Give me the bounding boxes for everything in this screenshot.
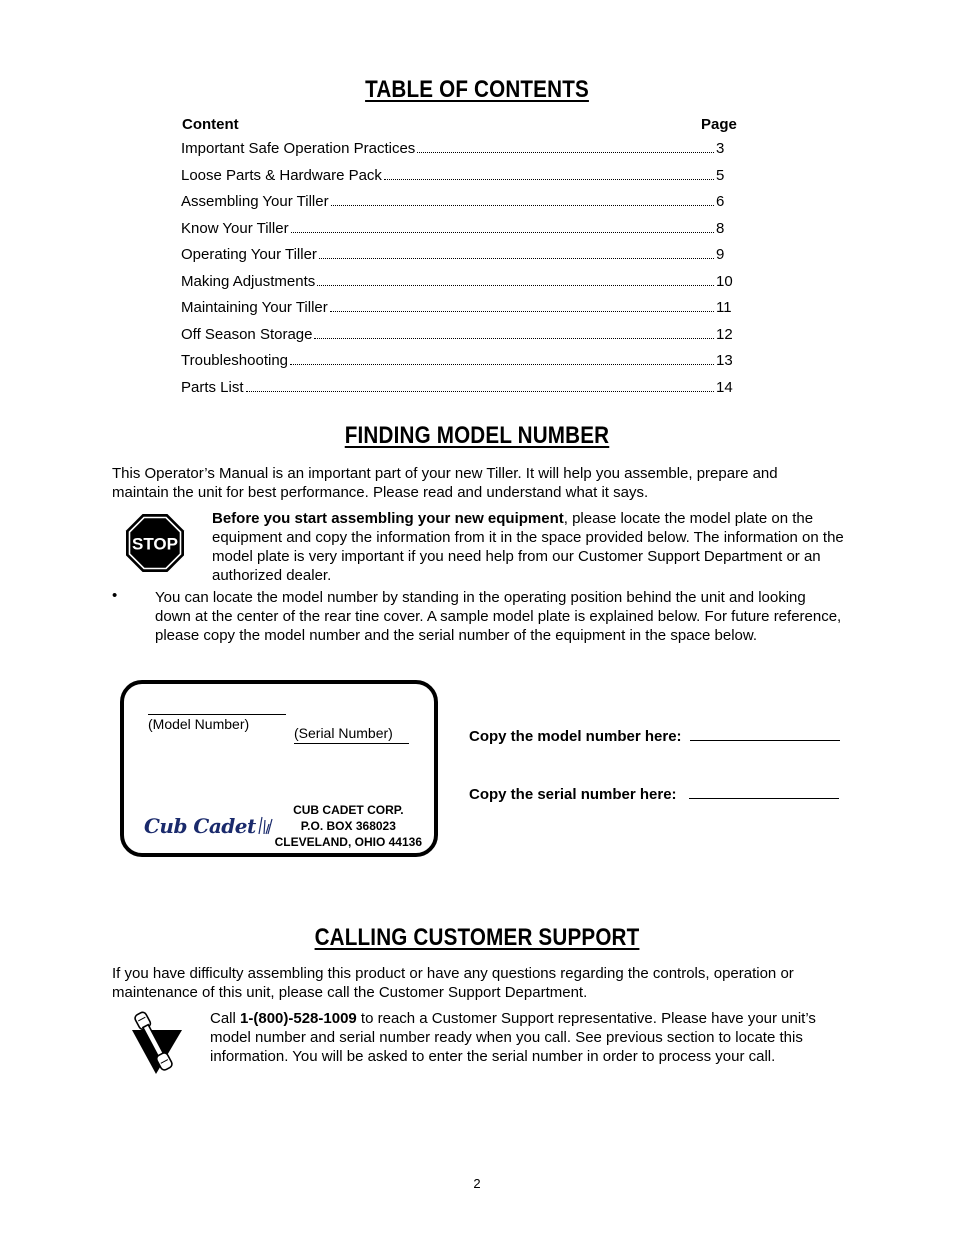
toc-page-header: Page: [701, 116, 737, 133]
support-phone-number: 1-(800)-528-1009: [240, 1010, 357, 1027]
bullet-text: You can locate the model number by standing in the operating position behind the unit and looking down at the center of the rear tine cover. A sample model plate is explained below. For future reference, please copy the model number and the serial number of the equipment in the space below.: [155, 589, 842, 644]
toc-entry-page: 14: [716, 378, 733, 396]
toc-entry-page: 5: [716, 166, 725, 184]
toc-entry: [181, 246, 736, 273]
toc-entry: [181, 273, 736, 300]
toc-entry-title: Important Safe Operation Practices: [181, 140, 416, 157]
model-number-line: [148, 714, 286, 715]
telephone-icon: [126, 1008, 186, 1076]
copy-model-row: [469, 728, 840, 745]
toc-entry-page: 13: [716, 352, 733, 369]
copy-serial-row: [469, 786, 839, 803]
model-number-label: (Model Number): [148, 716, 250, 732]
copy-serial-blank[interactable]: [689, 797, 839, 799]
toc-entry-title: Off Season Storage: [181, 325, 313, 343]
toc-entry-title: Assembling Your Tiller: [181, 193, 329, 210]
toc-entry: [181, 220, 736, 247]
toc-entry-page: 10: [716, 272, 733, 290]
toc-leader-dots: [384, 179, 714, 180]
grass-icon: [256, 815, 276, 835]
copy-model-blank[interactable]: [690, 739, 840, 741]
support-section-title: CALLING CUSTOMER SUPPORT: [314, 924, 640, 951]
toc-entry: [181, 326, 736, 353]
toc-leader-dots: [317, 285, 714, 286]
toc-entry-page: 12: [716, 325, 733, 343]
toc-leader-dots: [314, 338, 714, 339]
model-section-title: FINDING MODEL NUMBER: [344, 422, 610, 449]
support-intro: If you have difficulty assembling this product or have any questions regarding the controls, operation or maintenance of this unit, please call the Customer Support Department.: [112, 965, 794, 1001]
serial-number-line: [294, 743, 409, 744]
corp-address: [275, 802, 422, 850]
toc-entry-title: Troubleshooting: [181, 352, 289, 369]
toc-leader-dots: [330, 311, 714, 312]
toc-entry-title: Know Your Tiller: [181, 219, 289, 237]
model-intro: This Operator’s Manual is an important part of your new Tiller. It will help you assemble, prepare and maintain the unit for best performance. Please read and understand what it says.: [112, 465, 778, 501]
stop-instruction: [212, 509, 844, 585]
corp-name: CUB CADET CORP.: [293, 803, 404, 817]
serial-number-label: (Serial Number): [294, 725, 393, 741]
toc-entry-page: 3: [716, 140, 725, 157]
toc-entry: [181, 193, 736, 220]
call-text: to reach a Customer Support representative. Please have your unit’s model number and serial number ready when you call. See previous section to locate this information. You will be asked to enter the serial number in order to process your call.: [210, 1010, 816, 1065]
toc-entry-page: 8: [716, 219, 725, 237]
toc-entry-title: Operating Your Tiller: [181, 246, 317, 263]
stop-instruction-bold: Before you start assembling your new equipment: [212, 510, 564, 527]
toc-entry-title: Loose Parts & Hardware Pack: [181, 166, 382, 184]
toc-entry: [181, 352, 736, 379]
model-plate: [120, 680, 438, 857]
bullet-marker: •: [112, 587, 118, 604]
toc-entry-page: 11: [716, 299, 732, 316]
toc-leader-dots: [331, 205, 714, 206]
corp-city: CLEVELAND, OHIO 44136: [274, 835, 422, 849]
toc-leader-dots: [246, 391, 714, 392]
toc-entry-title: Maintaining Your Tiller: [181, 299, 328, 316]
stop-sign-icon: [125, 513, 185, 573]
toc-entry-title: Parts List: [181, 378, 244, 396]
toc-list: [181, 140, 736, 405]
toc-leader-dots: [319, 258, 714, 259]
corp-box: P.O. BOX 368023: [300, 819, 396, 833]
page-number: 2: [473, 1176, 481, 1191]
toc-entry-page: 9: [716, 246, 725, 263]
copy-serial-label: Copy the serial number here:: [469, 786, 677, 803]
toc-content-header: Content: [182, 116, 239, 133]
toc-leader-dots: [291, 232, 714, 233]
toc-leader-dots: [417, 152, 714, 153]
call-prefix: Call: [210, 1010, 241, 1027]
copy-model-label: Copy the model number here:: [469, 728, 682, 745]
toc-entry-page: 6: [716, 193, 725, 210]
toc-entry: [181, 299, 736, 326]
logo-text: Cub Cadet: [144, 814, 256, 838]
toc-title: TABLE OF CONTENTS: [365, 76, 589, 103]
stop-instruction-text: , please locate the model plate on the equipment and copy the information from it in the space provided below. The information on the model plate is very important if you need help from our Customer Support Department or an authorized dealer.: [212, 510, 844, 584]
toc-leader-dots: [290, 364, 714, 365]
stop-sign-text: STOP: [132, 534, 178, 554]
toc-entry-title: Making Adjustments: [181, 272, 316, 290]
support-call-text: [210, 1009, 840, 1066]
cub-cadet-logo: [144, 814, 276, 838]
toc-entry: [181, 379, 736, 406]
toc-entry: [181, 140, 736, 167]
toc-entry: [181, 167, 736, 194]
